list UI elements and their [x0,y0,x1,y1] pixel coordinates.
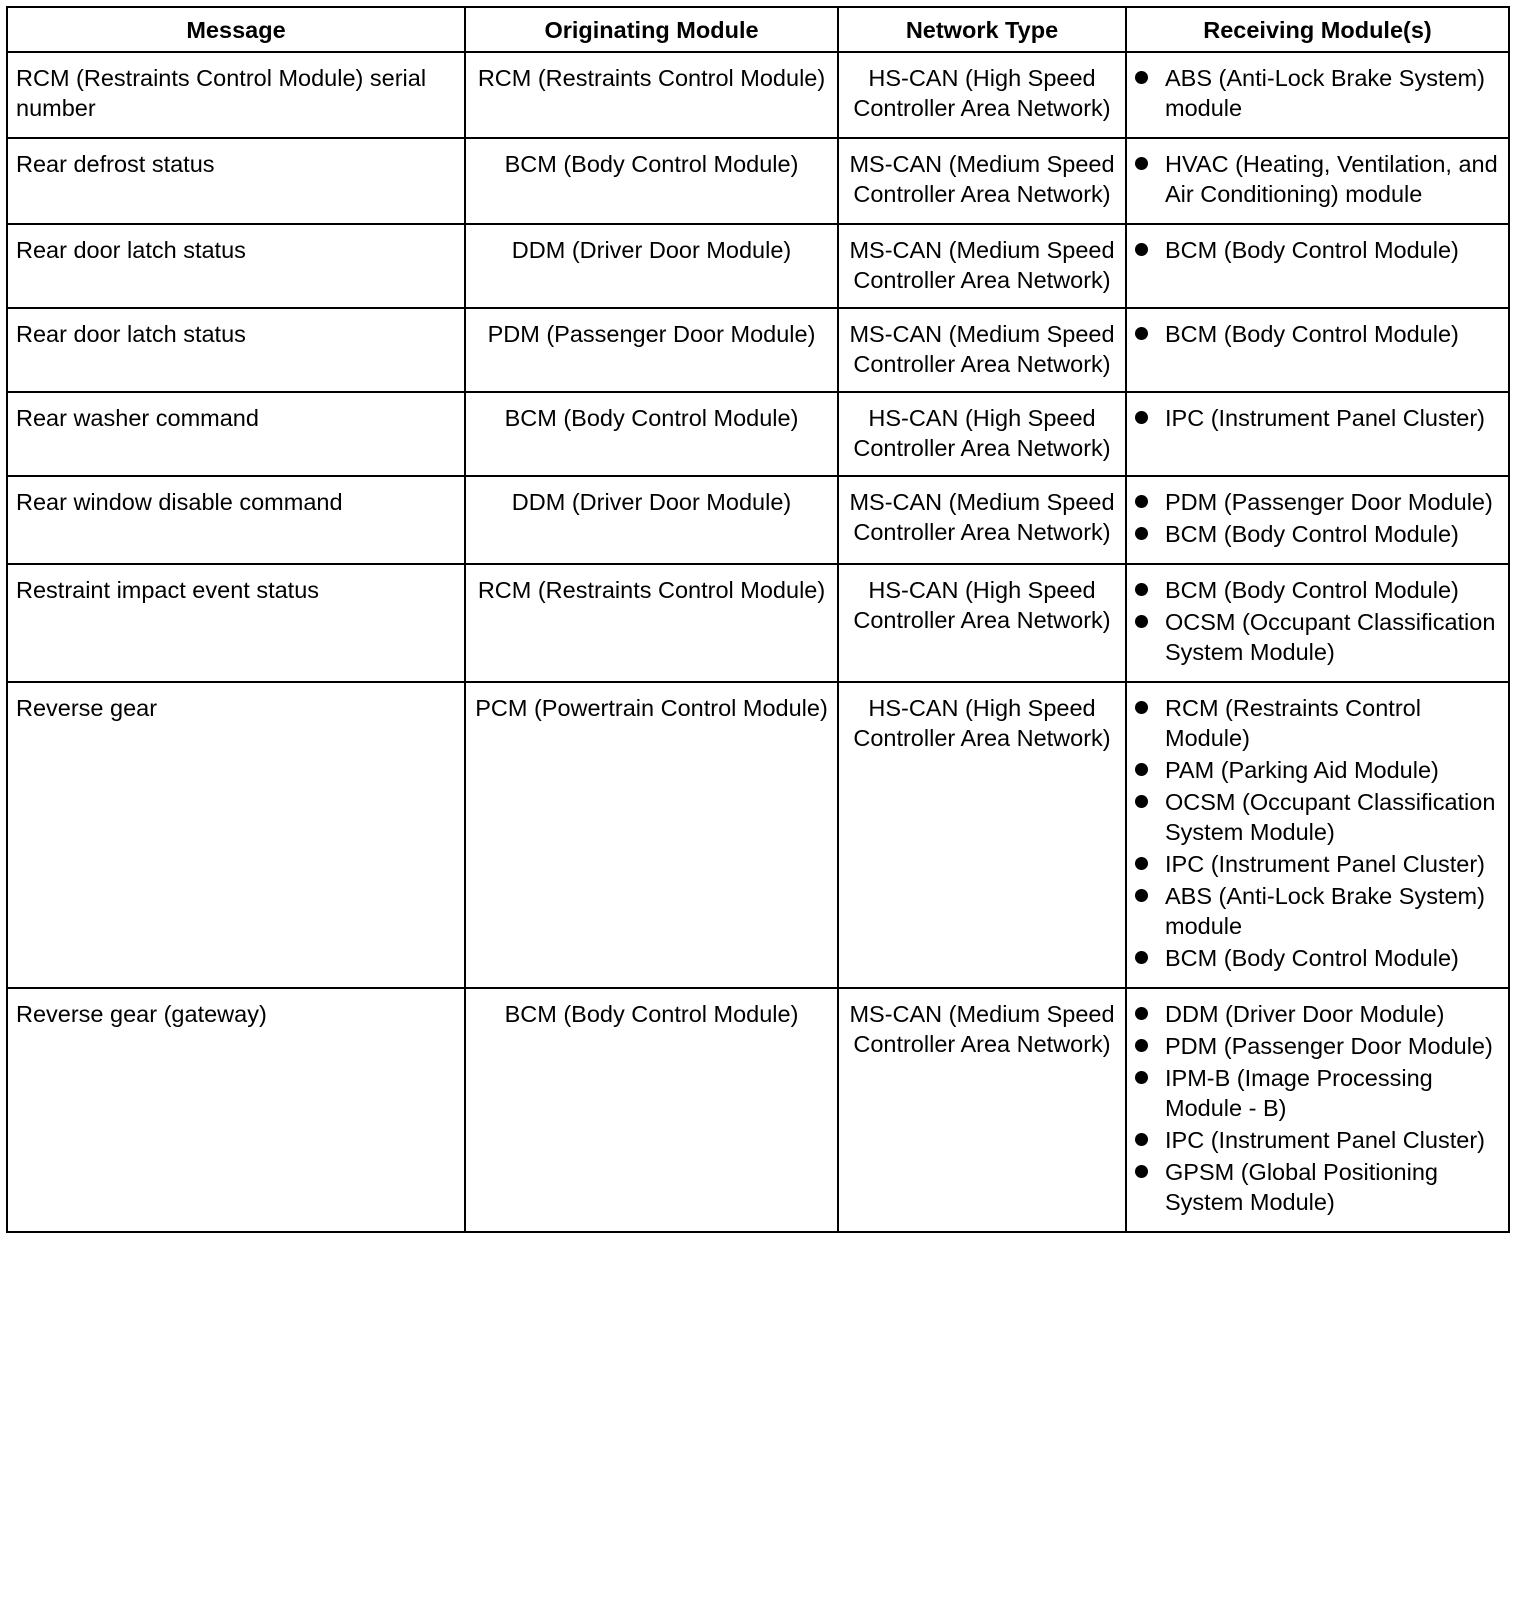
table-row [7,682,1509,988]
receiving-module-item [1135,755,1500,785]
message-cell: Rear washer command [7,392,465,476]
receiving-module-label: GPSM (Global Positioning System Module) [1165,1159,1438,1215]
bullet-icon [1135,1133,1148,1146]
receiving-module-item [1135,849,1500,879]
receiving-modules-cell [1126,52,1509,138]
receiving-modules-cell [1126,308,1509,392]
receiving-module-label: BCM (Body Control Module) [1165,577,1459,603]
receiving-module-label: BCM (Body Control Module) [1165,237,1459,263]
bullet-icon [1135,857,1148,870]
receiving-module-label: IPC (Instrument Panel Cluster) [1165,851,1485,877]
receiving-module-item [1135,787,1500,847]
receiving-modules-cell [1126,682,1509,988]
message-cell: Reverse gear (gateway) [7,988,465,1232]
receiving-module-label: ABS (Anti-Lock Brake System) module [1165,65,1485,121]
table-row [7,392,1509,476]
originating-module-cell: RCM (Restraints Control Module) [465,52,838,138]
receiving-module-label: IPC (Instrument Panel Cluster) [1165,405,1485,431]
originating-module-cell: RCM (Restraints Control Module) [465,564,838,682]
bullet-icon [1135,157,1148,170]
receiving-module-label: BCM (Body Control Module) [1165,521,1459,547]
header-message: Message [7,7,465,52]
receiving-modules-cell [1126,224,1509,308]
receiving-module-label: PDM (Passenger Door Module) [1165,1033,1493,1059]
bullet-icon [1135,527,1148,540]
receiving-modules-list [1135,403,1500,433]
receiving-module-item [1135,943,1500,973]
bullet-icon [1135,1071,1148,1084]
receiving-module-item [1135,319,1500,349]
receiving-module-item [1135,149,1500,209]
receiving-modules-cell [1126,988,1509,1232]
bullet-icon [1135,701,1148,714]
originating-module-cell: BCM (Body Control Module) [465,138,838,224]
network-type-cell: HS-CAN (High Speed Controller Area Network) [838,392,1126,476]
network-type-cell: MS-CAN (Medium Speed Controller Area Network) [838,224,1126,308]
network-type-cell: HS-CAN (High Speed Controller Area Network) [838,682,1126,988]
header-originating-module: Originating Module [465,7,838,52]
network-type-cell: HS-CAN (High Speed Controller Area Network) [838,52,1126,138]
bullet-icon [1135,583,1148,596]
receiving-module-item [1135,607,1500,667]
message-cell: Reverse gear [7,682,465,988]
receiving-module-item [1135,693,1500,753]
receiving-module-label: BCM (Body Control Module) [1165,321,1459,347]
receiving-module-item [1135,575,1500,605]
message-cell: Rear door latch status [7,308,465,392]
bullet-icon [1135,243,1148,256]
table-body [7,52,1509,1232]
bullet-icon [1135,1007,1148,1020]
receiving-modules-list [1135,149,1500,209]
originating-module-cell: PDM (Passenger Door Module) [465,308,838,392]
receiving-module-label: RCM (Restraints Control Module) [1165,695,1421,751]
message-cell: Restraint impact event status [7,564,465,682]
table-row [7,988,1509,1232]
receiving-module-label: PAM (Parking Aid Module) [1165,757,1439,783]
receiving-modules-list [1135,575,1500,667]
bullet-icon [1135,411,1148,424]
table-row [7,52,1509,138]
receiving-module-label: OCSM (Occupant Classification System Module) [1165,609,1496,665]
receiving-module-item [1135,1031,1500,1061]
receiving-module-item [1135,1063,1500,1123]
receiving-module-label: IPM-B (Image Processing Module - B) [1165,1065,1433,1121]
receiving-module-item [1135,235,1500,265]
message-cell: RCM (Restraints Control Module) serial number [7,52,465,138]
bullet-icon [1135,951,1148,964]
table-row [7,224,1509,308]
originating-module-cell: DDM (Driver Door Module) [465,476,838,564]
receiving-modules-list [1135,487,1500,549]
network-type-cell: MS-CAN (Medium Speed Controller Area Network) [838,138,1126,224]
bullet-icon [1135,327,1148,340]
bullet-icon [1135,615,1148,628]
bullet-icon [1135,71,1148,84]
receiving-module-item [1135,63,1500,123]
receiving-module-item [1135,999,1500,1029]
receiving-modules-cell [1126,138,1509,224]
receiving-modules-cell [1126,392,1509,476]
receiving-module-label: DDM (Driver Door Module) [1165,1001,1445,1027]
receiving-modules-list [1135,63,1500,123]
receiving-module-item [1135,1157,1500,1217]
receiving-module-label: BCM (Body Control Module) [1165,945,1459,971]
originating-module-cell: PCM (Powertrain Control Module) [465,682,838,988]
receiving-module-label: ABS (Anti-Lock Brake System) module [1165,883,1485,939]
bullet-icon [1135,495,1148,508]
bullet-icon [1135,1165,1148,1178]
table-row [7,564,1509,682]
header-receiving-modules: Receiving Module(s) [1126,7,1509,52]
bullet-icon [1135,795,1148,808]
receiving-modules-list [1135,319,1500,349]
receiving-modules-list [1135,235,1500,265]
receiving-modules-cell [1126,476,1509,564]
originating-module-cell: BCM (Body Control Module) [465,392,838,476]
receiving-module-label: HVAC (Heating, Ventilation, and Air Conditioning) module [1165,151,1498,207]
table-row [7,138,1509,224]
receiving-modules-list [1135,693,1500,973]
network-message-table [6,6,1510,1233]
receiving-module-item [1135,1125,1500,1155]
network-type-cell: MS-CAN (Medium Speed Controller Area Network) [838,308,1126,392]
receiving-modules-list [1135,999,1500,1217]
network-type-cell: MS-CAN (Medium Speed Controller Area Network) [838,988,1126,1232]
receiving-module-item [1135,487,1500,517]
bullet-icon [1135,1039,1148,1052]
receiving-module-label: IPC (Instrument Panel Cluster) [1165,1127,1485,1153]
bullet-icon [1135,889,1148,902]
header-network-type: Network Type [838,7,1126,52]
receiving-module-label: PDM (Passenger Door Module) [1165,489,1493,515]
receiving-modules-cell [1126,564,1509,682]
network-type-cell: MS-CAN (Medium Speed Controller Area Network) [838,476,1126,564]
originating-module-cell: DDM (Driver Door Module) [465,224,838,308]
originating-module-cell: BCM (Body Control Module) [465,988,838,1232]
network-type-cell: HS-CAN (High Speed Controller Area Network) [838,564,1126,682]
table-row [7,476,1509,564]
receiving-module-label: OCSM (Occupant Classification System Module) [1165,789,1496,845]
table-header-row [7,7,1509,52]
table-row [7,308,1509,392]
message-cell: Rear door latch status [7,224,465,308]
message-cell: Rear defrost status [7,138,465,224]
bullet-icon [1135,763,1148,776]
receiving-module-item [1135,403,1500,433]
message-cell: Rear window disable command [7,476,465,564]
receiving-module-item [1135,519,1500,549]
receiving-module-item [1135,881,1500,941]
